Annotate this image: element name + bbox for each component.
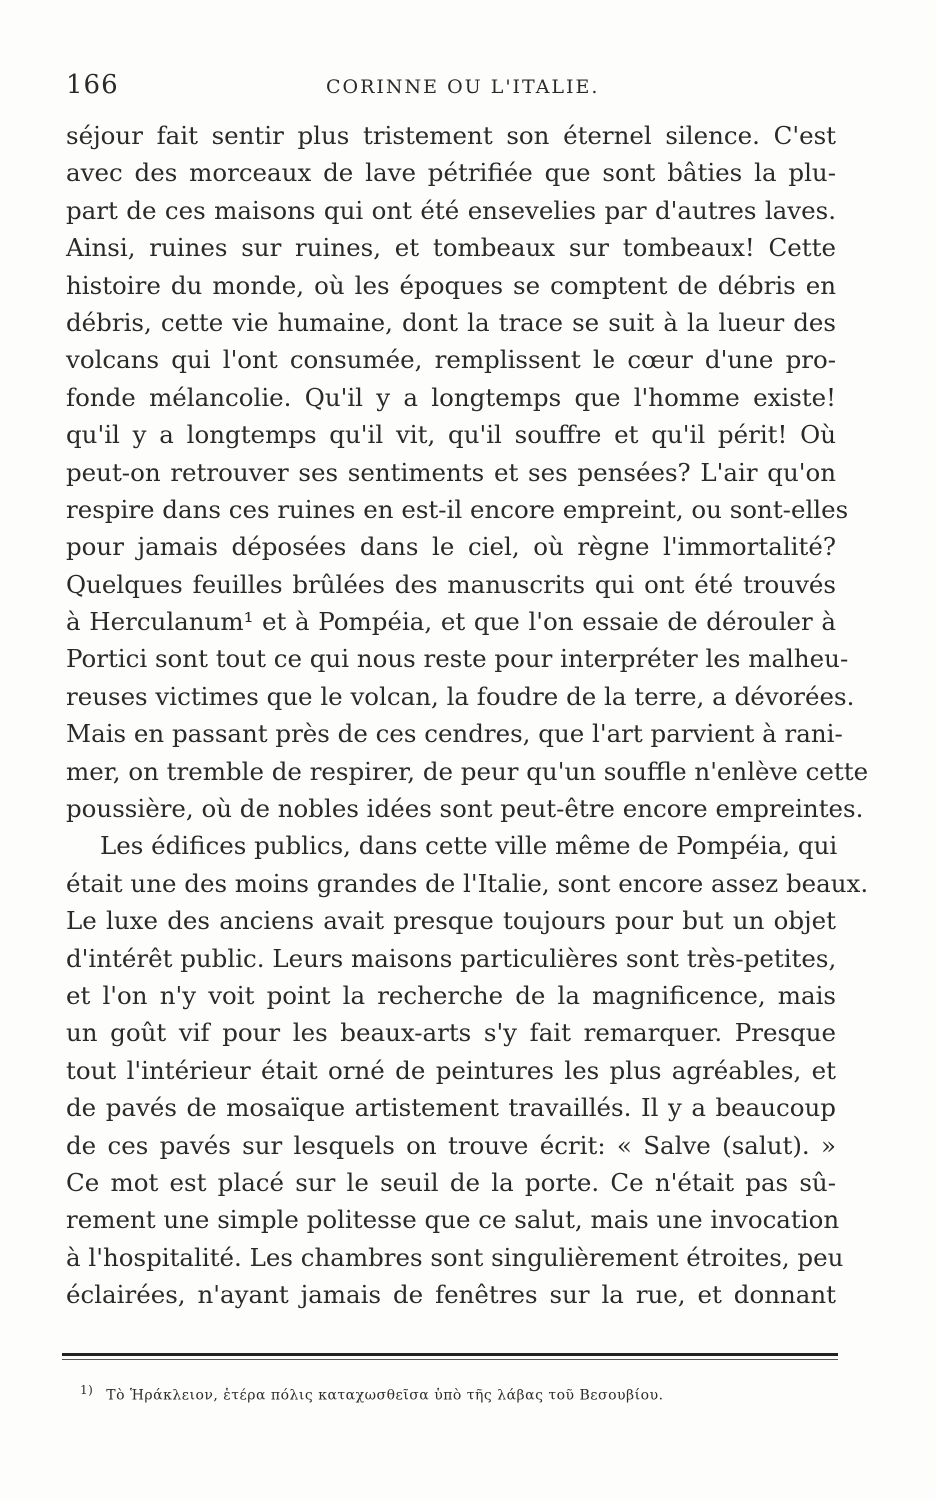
footnote-text: Τὸ Ἡράκλειον, ἑτέρα πόλις καταχωσθεῖσα ὑπὸ τῆς λάβας τοῦ Βεσουβίου. [106, 1387, 664, 1404]
text-line: et l'on n'y voit point la recherche de la magnificence, mais [66, 980, 836, 1010]
footnote-mark: 1) [80, 1383, 94, 1397]
text-line: mer, on tremble de respirer, de peur qu'un souffle n'enlève cette [66, 756, 869, 786]
text-line: Ce mot est placé sur le seuil de la porte. Ce n'était pas sû- [66, 1167, 836, 1197]
text-line: débris, cette vie humaine, dont la trace se suit à la lueur des [66, 307, 836, 337]
text-line: histoire du monde, où les époques se comptent de débris en [66, 270, 836, 300]
text-line: était une des moins grandes de l'Italie, sont encore assez beaux. [66, 868, 869, 898]
body-text [66, 117, 869, 1314]
text-line: poussière, où de nobles idées sont peut-être encore empreintes. [66, 794, 864, 824]
text-line: à l'hospitalité. Les chambres sont singulièrement étroites, peu [66, 1242, 844, 1272]
text-line: fonde mélancolie. Qu'il y a longtemps que l'homme existe! [66, 382, 836, 412]
text-line: qu'il y a longtemps qu'il vit, qu'il souffre et qu'il périt! Où [66, 420, 836, 450]
paragraph-start-line: Les édifices publics, dans cette ville même de Pompéia, qui [100, 831, 838, 861]
text-line: part de ces maisons qui ont été ensevelies par d'autres laves. [66, 195, 836, 225]
text-line: séjour fait sentir plus tristement son éternel silence. C'est [66, 121, 836, 150]
running-head [66, 70, 846, 104]
text-line: Le luxe des anciens avait presque toujours pour but un objet [66, 906, 836, 936]
footnote-rule-thin [62, 1359, 838, 1360]
text-line: éclairées, n'ayant jamais de fenêtres sur la rue, et donnant [66, 1280, 836, 1310]
footnote-rule [62, 1353, 838, 1356]
text-line: à Herculanum¹ et à Pompéia, et que l'on essaie de dérouler à [66, 607, 836, 637]
text-line: de pavés de mosaïque artistement travaillés. Il y a beaucoup [66, 1093, 836, 1123]
text-line: tout l'intérieur était orné de peintures les plus agréables, et [66, 1055, 836, 1085]
text-line: volcans qui l'ont consumée, remplissent le cœur d'une pro- [66, 345, 836, 375]
text-line: de ces pavés sur lesquels on trouve écrit: « Salve (salut). » [66, 1130, 836, 1160]
text-line: un goût vif pour les beaux-arts s'y fait remarquer. Presque [66, 1018, 836, 1048]
text-line: Quelques feuilles brûlées des manuscrits qui ont été trouvés [66, 569, 836, 599]
text-line: rement une simple politesse que ce salut, mais une invocation [66, 1205, 840, 1235]
text-line: respire dans ces ruines en est-il encore empreint, ou sont-elles [66, 494, 849, 524]
text-line: peut-on retrouver ses sentiments et ses pensées? L'air qu'on [66, 457, 836, 487]
text-line: d'intérêt public. Leurs maisons particulières sont très-petites, [66, 943, 837, 973]
page-number: 166 [66, 70, 119, 100]
text-line: Ainsi, ruines sur ruines, et tombeaux sur tombeaux! Cette [66, 233, 836, 263]
text-line: Mais en passant près de ces cendres, que l'art parvient à rani- [66, 719, 843, 749]
text-line: pour jamais déposées dans le ciel, où règne l'immortalité? [66, 532, 836, 562]
text-line: Portici sont tout ce qui nous reste pour interpréter les malheu- [66, 644, 849, 674]
running-title: CORINNE OU L'ITALIE. [326, 76, 600, 98]
footnote [80, 1383, 800, 1404]
text-line: reuses victimes que le volcan, la foudre de la terre, a dévorées. [66, 681, 855, 711]
text-line: avec des morceaux de lave pétrifiée que sont bâties la plu- [66, 158, 836, 188]
